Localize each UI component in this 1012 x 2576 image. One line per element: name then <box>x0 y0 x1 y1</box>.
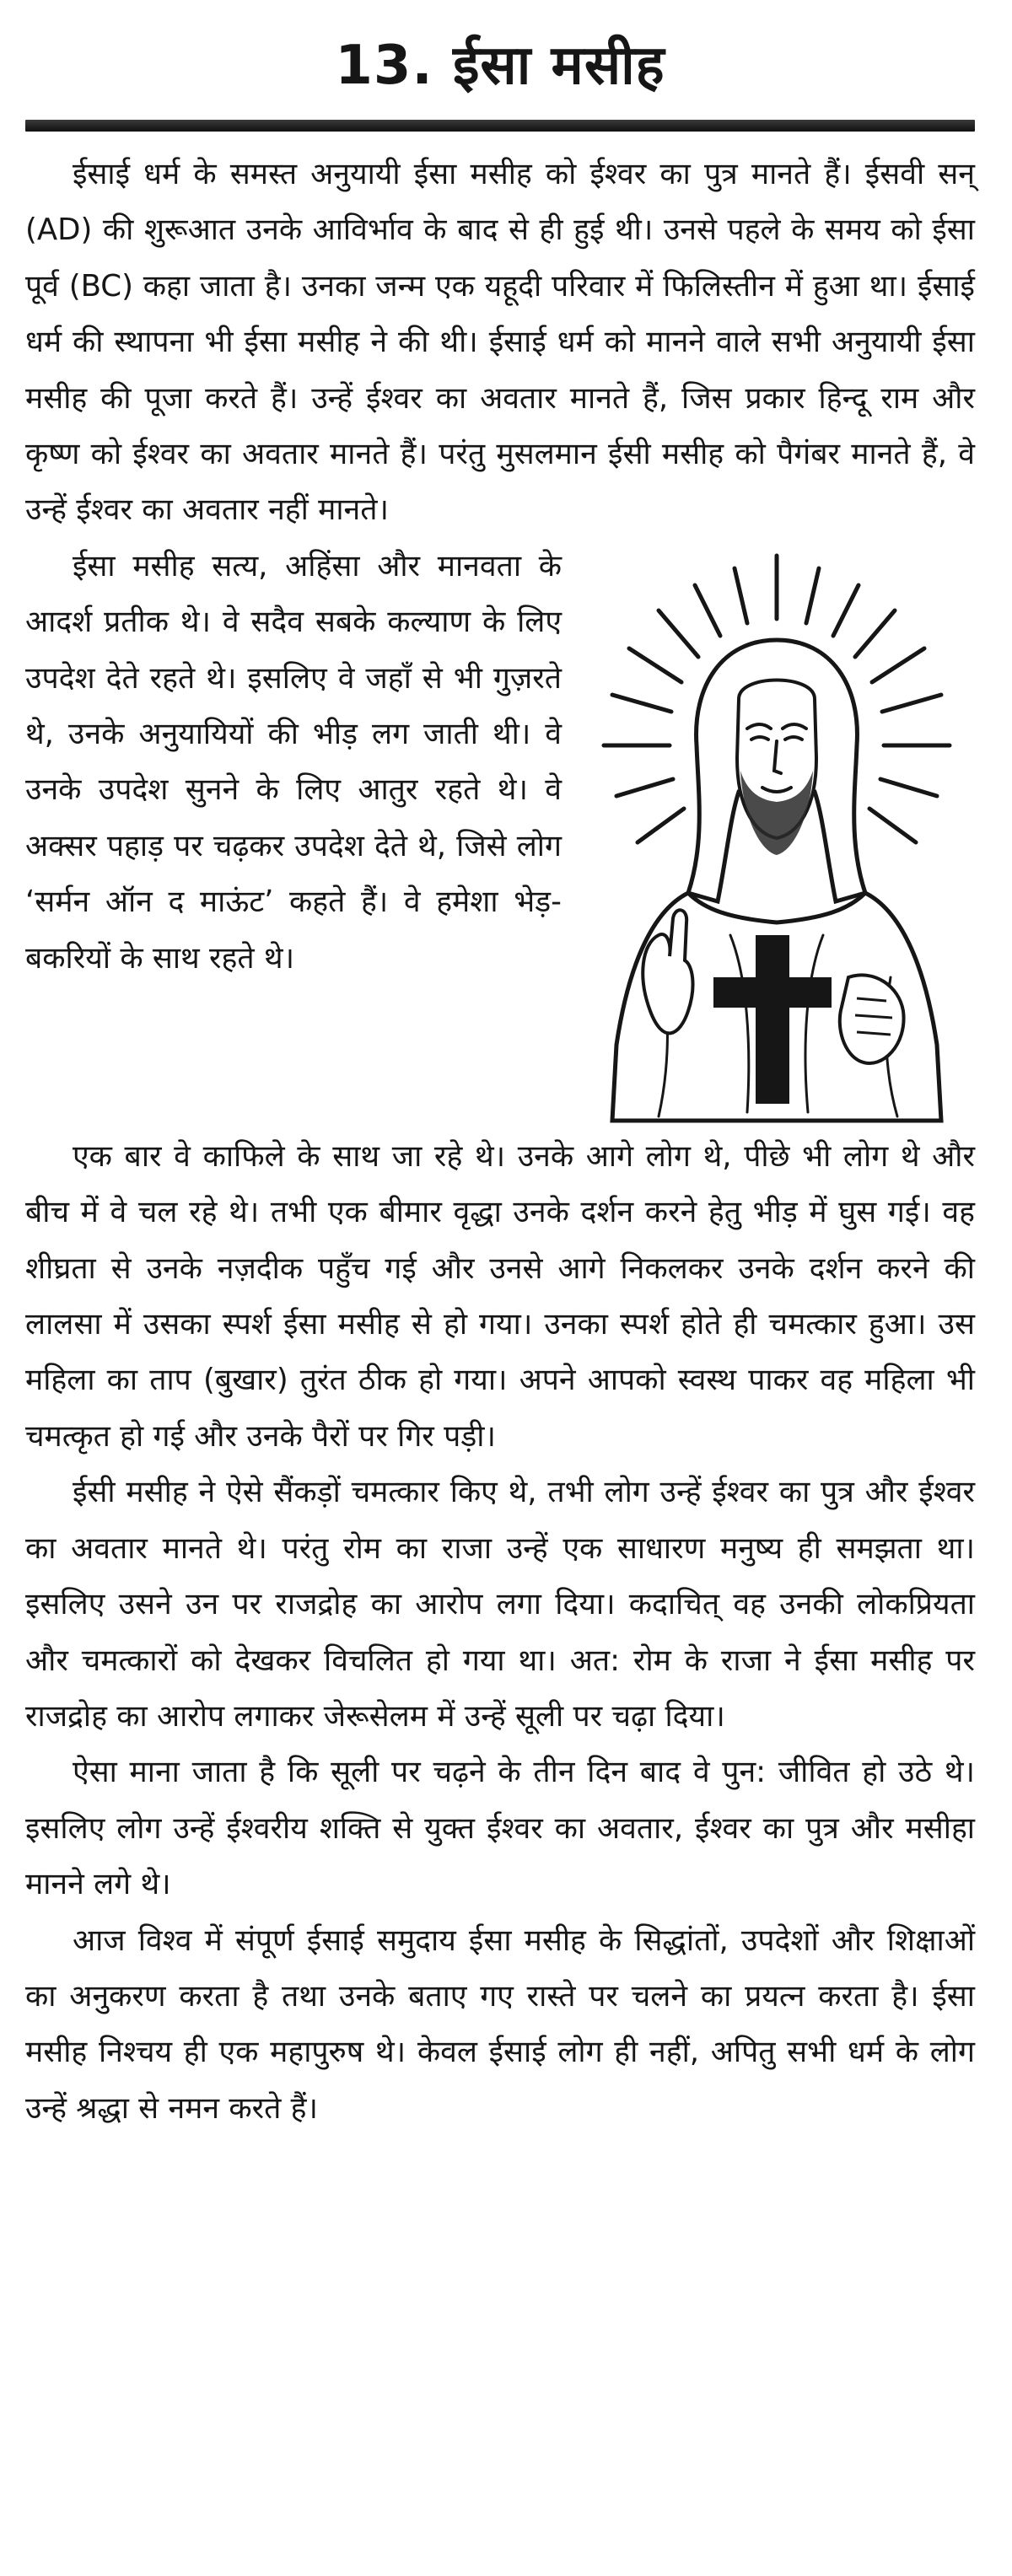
paragraph-6: आज विश्व में संपूर्ण ईसाई समुदाय ईसा मसीह के सिद्धांतों, उपदेशों और शिक्षाओं का अनुकरण करता है तथा उनके बताए गए रास्ते पर चलने का प्रयत्न करता है। ईसा मसीह निश्चय ही एक महापुरुष थे। केवल ईसाई लोग ही नहीं, अपितु सभी धर्म के लोग उन्हें श्रद्धा से नमन करते हैं। <box>25 1923 975 2126</box>
paragraph-4: ईसी मसीह ने ऐसे सैंकड़ों चमत्कार किए थे, तभी लोग उन्हें ईश्वर का पुत्र और ईश्वर का अवतार मानते थे। परंतु रोम का राजा उन्हें एक साधारण मनुष्य ही समझता था। इसलिए उसने उन पर राजद्रोह का आरोप लगा दिया। कदाचित् वह उनकी लोकप्रियता और चमत्कारों को देखकर विचलित हो गया था। अत: रोम के राजा ने ईसा मसीह पर राजद्रोह का आरोप लगाकर जेरूसेलम में उन्हें सूली पर चढ़ा दिया। <box>25 1475 975 1734</box>
paragraph-3: एक बार वे काफिले के साथ जा रहे थे। उनके आगे लोग थे, पीछे भी लोग थे और बीच में वे चल रहे थे। तभी एक बीमार वृद्धा उनके दर्शन करने हेतु भीड़ में घुस गई। वह शीघ्रता से उनके नज़दीक पहुँच गई और उनसे आगे निकलकर उनके दर्शन करने की लालसा में उसका स्पर्श ईसा मसीह से हो गया। उनका स्पर्श होते ही चमत्कार हुआ। उस महिला का ताप (बुखार) तुरंत ठीक हो गया। अपने आपको स्वस्थ पाकर वह महिला भी चमत्कृत हो गई और उनके पैरों पर गिर पड़ी। <box>25 1138 975 1454</box>
paragraph-1: ईसाई धर्म के समस्त अनुयायी ईसा मसीह को ईश्वर का पुत्र मानते हैं। ईसवी सन् (AD) की शुरूआत उनके आविर्भाव के बाद से ही हुई थी। उनसे पहले के समय को ईसा पूर्व (BC) कहा जाता है। उनका जन्म एक यहूदी परिवार में फिलिस्तीन में हुआ था। ईसाई धर्म की स्थापना भी ईसा मसीह ने की थी। ईसाई धर्म को मानने वाले सभी अनुयायी ईसा मसीह की पूजा करते हैं। उन्हें ईश्वर का अवतार मानते हैं, जिस प्रकार हिन्दू राम और कृष्ण को ईश्वर का अवतार मानते हैं। परंतु मुसलमान ईसी मसीह को पैगंबर मानते हैं, वे उन्हें ईश्वर का अवतार नहीं मानते। <box>25 157 975 528</box>
page-title: 13. ईसा मसीह <box>335 35 665 97</box>
essay-page <box>0 24 1012 2576</box>
jesus-with-cross-illustration <box>579 539 975 1129</box>
paragraph-5: ऐसा माना जाता है कि सूली पर चढ़ने के तीन दिन बाद वे पुन: जीवित हो उठे थे। इसलिए लोग उन्हें ईश्वरीय शक्ति से युक्त ईश्वर का अवतार, ईश्वर का पुत्र और मसीहा मानने लगे थे। <box>25 1755 976 1902</box>
title-divider <box>25 120 975 132</box>
paragraph-2: ईसा मसीह सत्य, अहिंसा और मानवता के आदर्श प्रतीक थे। वे सदैव सबके कल्याण के लिए उपदेश देते रहते थे। इसलिए वे जहाँ से भी गुज़रते थे, उनके अनुयायियों की भीड़ लग जाती थी। वे उनके उपदेश सुनने के लिए आतुर रहते थे। वे अक्सर पहाड़ पर चढ़कर उपदेश देते थे, जिसे लोग ‘सर्मन ऑन द माऊंट’ कहते हैं। वे हमेशा भेड़-बकरियों के साथ रहते थे। <box>25 548 562 976</box>
